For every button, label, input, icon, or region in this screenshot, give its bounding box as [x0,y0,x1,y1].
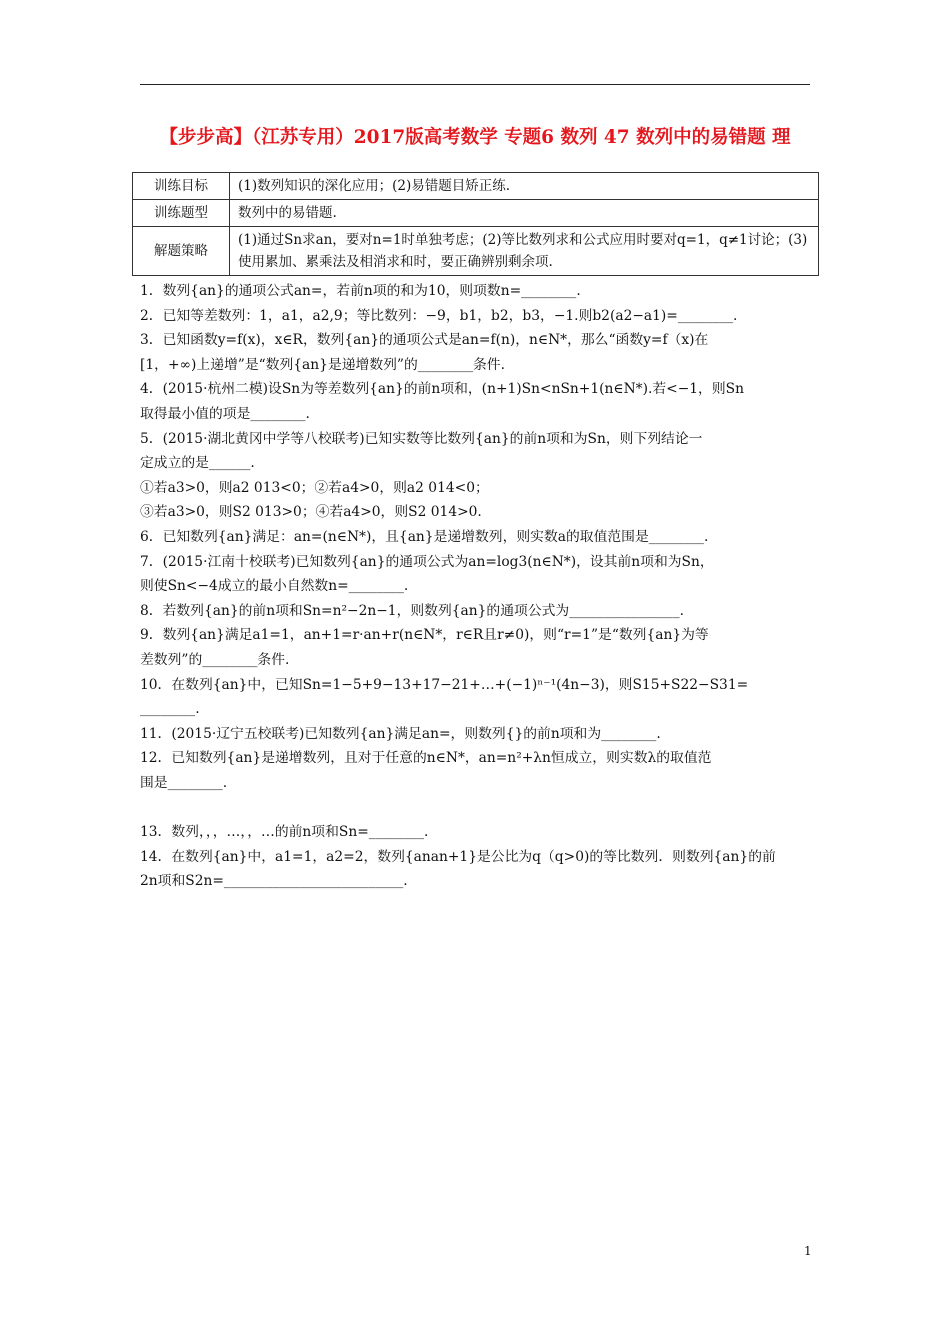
problem-line: 4．(2015·杭州二模)设Sn为等差数列{an}的前n项和，(n+1)Sn<nSn+1(n∈N*).若<−1，则Sn [140,381,744,398]
blank-line [140,795,812,820]
problem-line: 9．数列{an}满足a1=1，an+1=r·an+r(n∈N*，r∈R且r≠0)，则“r=1”是“数列{an}为等 [140,627,709,644]
table-value: 数列中的易错题. [230,200,819,227]
problem-line: 5．(2015·湖北黄冈中学等八校联考)已知实数等比数列{an}的前n项和为Sn，则下列结论一 [140,430,703,447]
problem-line: ③若a3>0，则S2 013>0；④若a4>0，则S2 014>0. [140,504,482,521]
table-row [133,173,819,200]
table-value: (1)通过Sn求an，要对n=1时单独考虑；(2)等比数列求和公式应用时要对q=1，q≠1讨论；(3)使用累加、累乘法及相消求和时，要正确辨别剩余项. [230,227,819,276]
table-value: (1)数列知识的深化应用；(2)易错题目矫正练. [230,173,819,200]
problem-line: 10．在数列{an}中，已知Sn=1−5+9−13+17−21+…+(−1)ⁿ⁻¹(4n−3)，则S15+S22−S31= [140,676,749,693]
problem-line: 11．(2015·辽宁五校联考)已知数列{an}满足an=，则数列{}的前n项和为________. [140,725,661,742]
problem-line: ________. [140,701,200,718]
problem-line: 1．数列{an}的通项公式an=，若前n项的和为10，则项数n=________. [140,283,581,299]
problem-line: 6．已知数列{an}满足：an=(n∈N*)，且{an}是递增数列，则实数a的取值范围是________. [140,528,709,545]
page-number: 1 [804,1244,812,1258]
problem-line: 2n项和S2n=__________________________. [140,873,408,890]
table-key: 训练目标 [133,173,230,200]
table-row [133,227,819,276]
table-key: 训练题型 [133,200,230,227]
problem-line: 8．若数列{an}的前n项和Sn=n²−2n−1，则数列{an}的通项公式为________________. [140,602,684,619]
page-title: 【步步高】（江苏专用）2017版高考数学 专题6 数列 47 数列中的易错题 理 [159,127,791,148]
problem-line: 则使Sn<−4成立的最小自然数n=________. [140,578,409,595]
problem-line: 差数列”的________条件. [140,651,290,668]
problem-line: 围是________. [140,774,228,791]
problem-list [140,279,812,894]
table-row [133,200,819,227]
problem-line: 13．数列，，，…，，…的前n项和Sn=________. [140,824,429,841]
problem-line: 2．已知等差数列：1，a1，a2,9；等比数列：−9，b1，b2，b3，−1.则b2(a2−a1)=________. [140,307,738,324]
problem-line: ①若a3>0，则a2 013<0；②若a4>0，则a2 014<0； [140,479,489,496]
problem-line: 定成立的是______. [140,455,255,472]
problem-line: 14．在数列{an}中，a1=1，a2=2，数列{anan+1}是公比为q（q>0)的等比数列．则数列{an}的前 [140,848,776,865]
header-rule [140,84,810,85]
table-key: 解题策略 [133,227,230,276]
problem-line: 取得最小值的项是________. [140,405,310,422]
problem-line: 3．已知函数y=f(x)，x∈R，数列{an}的通项公式是an=f(n)，n∈N*，那么“函数y=f（x)在 [140,332,709,349]
info-table [132,172,819,276]
problem-line: 12．已知数列{an}是递增数列，且对于任意的n∈N*，an=n²+λn恒成立，则实数λ的取值范 [140,750,712,767]
problem-line: [1，+∞)上递增”是“数列{an}是递增数列”的________条件. [140,356,505,373]
problem-line: 7．(2015·江南十校联考)已知数列{an}的通项公式为an=log3(n∈N*)，设其前n项和为Sn， [140,553,714,570]
